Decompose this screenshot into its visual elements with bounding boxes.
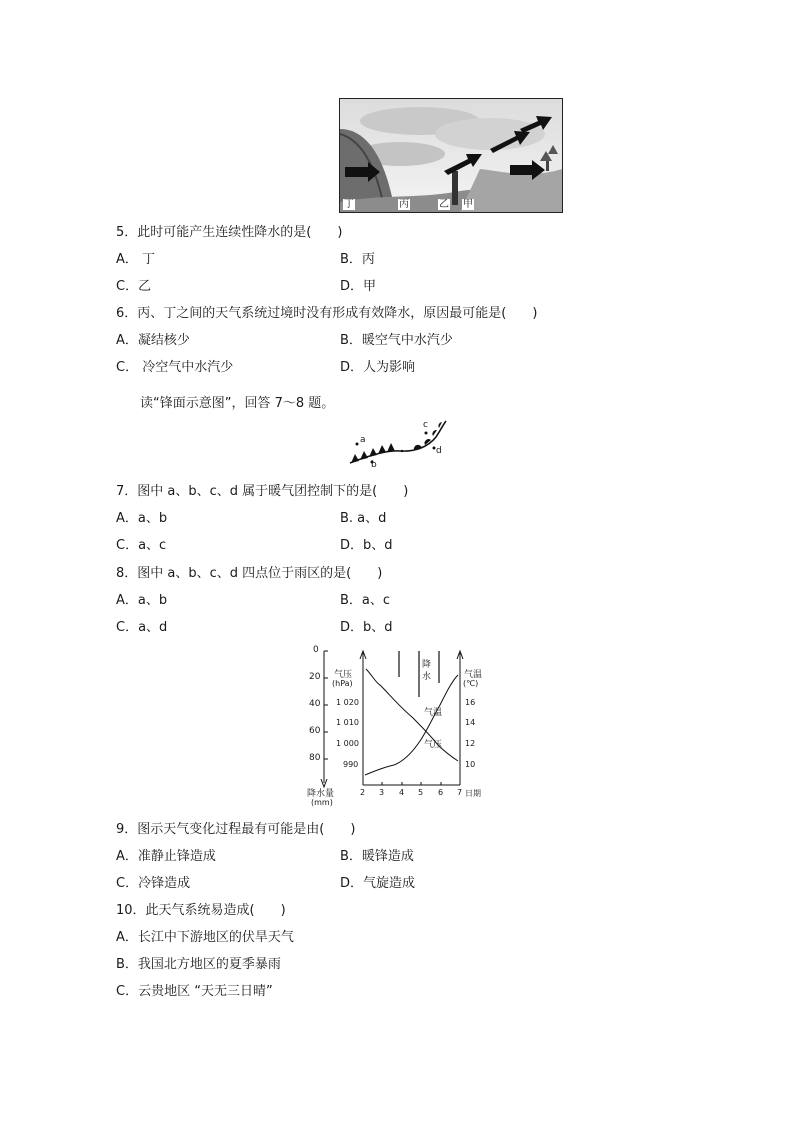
date-tick-2: 2	[360, 788, 366, 797]
q9-option-c[interactable]: C．冷锋造成	[116, 876, 191, 891]
front-point-c: c	[423, 420, 428, 430]
curve-label-temp: 气温	[424, 708, 443, 718]
q6-option-b[interactable]: B．暖空气中水汽少	[340, 333, 453, 348]
q7-option-d[interactable]: D．b、d	[340, 538, 393, 553]
date-tick-4: 4	[399, 788, 405, 797]
front-point-d: d	[436, 446, 442, 456]
pressure-tick-990: 990	[343, 760, 359, 769]
q5-option-b[interactable]: B．丙	[340, 252, 375, 267]
pressure-curve	[366, 669, 458, 761]
q5-option-d[interactable]: D．甲	[340, 279, 377, 294]
temp-tick-16: 16	[465, 698, 476, 707]
temp-axis-unit: (℃)	[463, 679, 479, 688]
q9-option-a[interactable]: A．准静止锋造成	[116, 849, 216, 864]
q6-option-d[interactable]: D．人为影响	[340, 360, 416, 375]
q7-option-b[interactable]: B. a、d	[340, 511, 387, 526]
temp-tick-12: 12	[465, 739, 476, 748]
temperature-curve	[365, 675, 458, 775]
intro-7-8: 读“锋面示意图”，回答 7～8 题。	[140, 396, 335, 411]
q7-option-c[interactable]: C．a、c	[116, 538, 167, 553]
pressure-axis-unit: (hPa)	[332, 679, 353, 688]
q7-stem: 7．图中 a、b、c、d 属于暖气团控制下的是( )	[116, 484, 409, 499]
precip-tick-0: 0	[313, 645, 319, 655]
temp-tick-10: 10	[465, 760, 476, 769]
temp-axis-label: 气温	[464, 670, 483, 680]
pressure-tick-1000: 1 000	[336, 739, 359, 748]
q6-option-a[interactable]: A．凝结核少	[116, 333, 190, 348]
q8-option-b[interactable]: B．a、c	[340, 593, 391, 608]
precip-axis-label: 降水量	[307, 789, 335, 799]
q8-option-d[interactable]: D．b、d	[340, 620, 393, 635]
date-tick-6: 6	[438, 788, 444, 797]
sketch-label-yi: 乙	[439, 199, 449, 210]
front-point-a: a	[360, 435, 366, 445]
curve-label-pressure: 气压	[424, 740, 443, 750]
date-tick-5: 5	[418, 788, 424, 797]
q10-option-b[interactable]: B．我国北方地区的夏季暴雨	[116, 957, 281, 972]
q5-option-c[interactable]: C．乙	[116, 279, 152, 294]
q8-option-c[interactable]: C．a、d	[116, 620, 168, 635]
date-tick-7: 7	[457, 788, 463, 797]
q9-option-d[interactable]: D．气旋造成	[340, 876, 416, 891]
pressure-tick-1010: 1 010	[336, 718, 359, 727]
sketch-label-bing: 丙	[399, 199, 409, 210]
precip-tick-40: 40	[309, 699, 321, 709]
q10-option-c[interactable]: C．云贵地区 “天无三日晴”	[116, 984, 273, 999]
sketch-label-ding: 丁	[344, 199, 354, 210]
rain-label-1: 降	[422, 660, 432, 670]
temp-tick-14: 14	[465, 718, 476, 727]
q7-option-a[interactable]: A．a、b	[116, 511, 168, 526]
date-tick-3: 3	[379, 788, 385, 797]
front-point-b: b	[371, 460, 377, 470]
precip-tick-20: 20	[309, 672, 321, 682]
precip-tick-80: 80	[309, 753, 321, 763]
q9-stem: 9．图示天气变化过程最有可能是由( )	[116, 822, 356, 837]
precip-tick-60: 60	[309, 726, 321, 736]
q5-option-a[interactable]: A． 丁	[116, 252, 156, 267]
pressure-axis-label: 气压	[334, 670, 353, 680]
front-symbol-drawing	[340, 417, 450, 472]
q10-stem: 10．此天气系统易造成( )	[116, 903, 286, 918]
q9-option-b[interactable]: B．暖锋造成	[340, 849, 414, 864]
rain-label-2: 水	[422, 672, 432, 682]
q6-stem: 6．丙、丁之间的天气系统过境时没有形成有效降水，原因最可能是( )	[116, 306, 538, 321]
sketch-label-jia: 甲	[463, 199, 473, 210]
front-symbol-figure	[340, 417, 450, 472]
pressure-tick-1020: 1 020	[336, 698, 359, 707]
date-axis-label: 日期	[465, 789, 481, 798]
q6-option-c[interactable]: C． 冷空气中水汽少	[116, 360, 234, 375]
q8-option-a[interactable]: A．a、b	[116, 593, 168, 608]
q5-stem: 5．此时可能产生连续性降水的是( )	[116, 225, 343, 240]
precip-axis-unit: (mm)	[311, 798, 333, 807]
front-sketch-figure	[339, 98, 563, 213]
front-sketch-drawing	[340, 99, 562, 212]
weather-chart	[300, 645, 500, 810]
q10-option-a[interactable]: A．长江中下游地区的伏旱天气	[116, 930, 294, 945]
q8-stem: 8．图中 a、b、c、d 四点位于雨区的是( )	[116, 566, 383, 581]
